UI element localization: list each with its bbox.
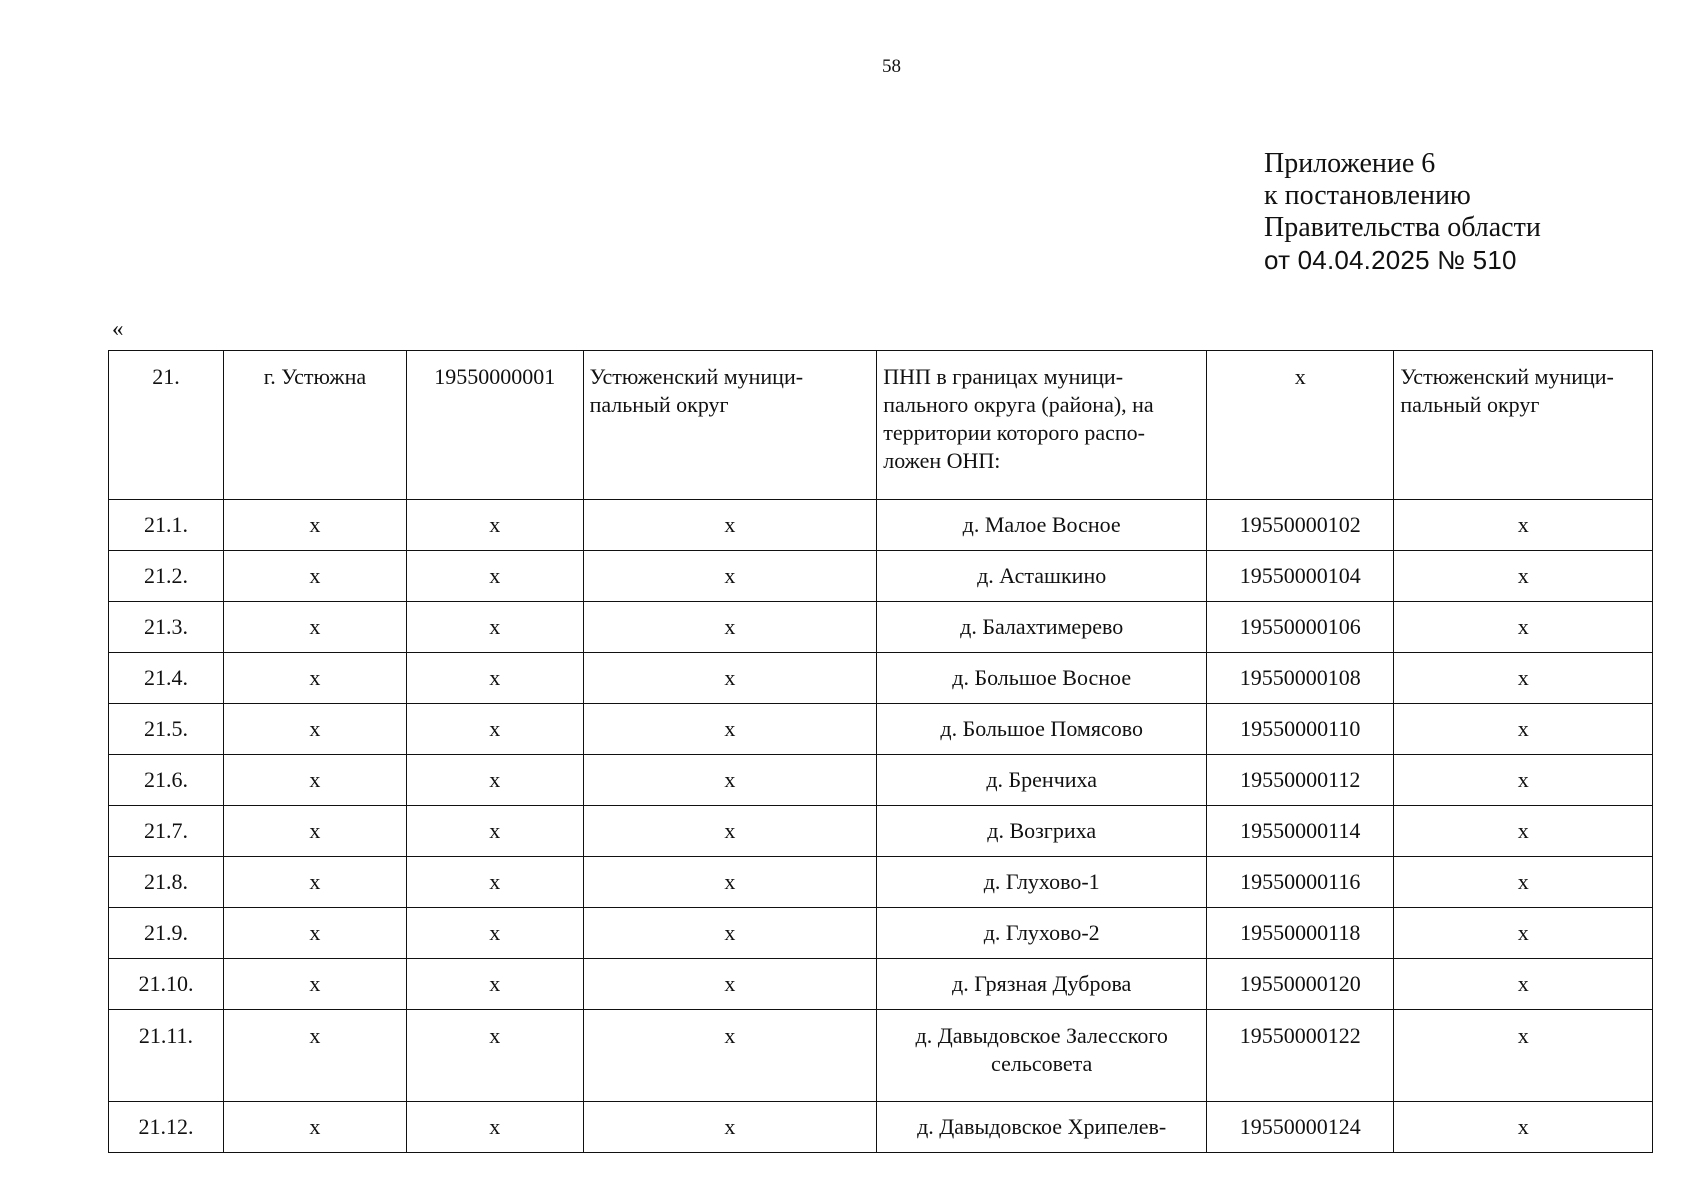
cell-district-2: х — [1394, 551, 1653, 602]
cell-num: 21.12. — [109, 1102, 224, 1153]
cell-num: 21.5. — [109, 704, 224, 755]
cell-locality-name: д. Давыдовское Хрипелев- — [877, 1102, 1207, 1153]
cell-locality-name: д. Малое Восное — [877, 500, 1207, 551]
cell-settlement: х — [223, 1010, 406, 1102]
table-row — [109, 1102, 1653, 1153]
cell-district-2: х — [1394, 653, 1653, 704]
cell-settlement: х — [223, 653, 406, 704]
cell-settlement: х — [223, 1102, 406, 1153]
cell-settlement: х — [223, 551, 406, 602]
cell-district-2: х — [1394, 857, 1653, 908]
cell-code: х — [406, 602, 583, 653]
cell-num: 21.1. — [109, 500, 224, 551]
appendix-line-2: к постановлению — [1264, 180, 1471, 211]
settlement-table — [108, 350, 1653, 1153]
cell-settlement: х — [223, 755, 406, 806]
cell-settlement: х — [223, 908, 406, 959]
cell-locality-name: д. Глухово-2 — [877, 908, 1207, 959]
cell-district: х — [583, 959, 877, 1010]
table-row — [109, 806, 1653, 857]
cell-locality-code: 19550000106 — [1207, 602, 1394, 653]
cell-locality-code: 19550000122 — [1207, 1010, 1394, 1102]
cell-district: х — [583, 653, 877, 704]
cell-num: 21. — [109, 351, 224, 500]
cell-num: 21.11. — [109, 1010, 224, 1102]
cell-settlement: х — [223, 959, 406, 1010]
table-row — [109, 755, 1653, 806]
cell-locality-code: 19550000104 — [1207, 551, 1394, 602]
cell-locality-name: д. Давыдовское Залесского сельсовета — [877, 1010, 1207, 1102]
cell-district-2: х — [1394, 704, 1653, 755]
cell-num: 21.7. — [109, 806, 224, 857]
appendix-line-3: Правительства области — [1264, 212, 1541, 243]
page-number: 58 — [882, 56, 901, 77]
cell-code: х — [406, 959, 583, 1010]
table-row — [109, 551, 1653, 602]
cell-district-2: х — [1394, 602, 1653, 653]
table-row — [109, 908, 1653, 959]
cell-num: 21.10. — [109, 959, 224, 1010]
cell-locality-code: 19550000114 — [1207, 806, 1394, 857]
cell-code: х — [406, 500, 583, 551]
cell-district: х — [583, 602, 877, 653]
cell-oktmo: х — [1207, 351, 1394, 500]
cell-code: х — [406, 1010, 583, 1102]
cell-district: х — [583, 500, 877, 551]
cell-locality-name: д. Грязная Дуброва — [877, 959, 1207, 1010]
cell-settlement: х — [223, 704, 406, 755]
cell-district-2: х — [1394, 500, 1653, 551]
cell-code: х — [406, 1102, 583, 1153]
cell-settlement: х — [223, 857, 406, 908]
cell-num: 21.4. — [109, 653, 224, 704]
cell-num: 21.8. — [109, 857, 224, 908]
cell-locality-name: д. Возгриха — [877, 806, 1207, 857]
cell-settlement: г. Устюжна — [223, 351, 406, 500]
opening-quote: « — [112, 316, 124, 341]
appendix-header — [1264, 148, 1541, 276]
cell-locality-code: 19550000118 — [1207, 908, 1394, 959]
cell-code: 19550000001 — [406, 351, 583, 500]
cell-num: 21.2. — [109, 551, 224, 602]
cell-district-2: х — [1394, 806, 1653, 857]
cell-locality-code: 19550000120 — [1207, 959, 1394, 1010]
cell-num: 21.9. — [109, 908, 224, 959]
cell-locality-name: д. Балахтимерево — [877, 602, 1207, 653]
cell-code: х — [406, 908, 583, 959]
table-row — [109, 1010, 1653, 1102]
cell-district: Устюженский муници-пальный округ — [583, 351, 877, 500]
cell-locality-name: д. Бренчиха — [877, 755, 1207, 806]
cell-district: х — [583, 755, 877, 806]
cell-district: х — [583, 1010, 877, 1102]
cell-code: х — [406, 551, 583, 602]
cell-locality-name: д. Глухово-1 — [877, 857, 1207, 908]
table-row-21 — [109, 351, 1653, 500]
cell-num: 21.3. — [109, 602, 224, 653]
cell-code: х — [406, 806, 583, 857]
appendix-line-4: от 04.04.2025 № 510 — [1264, 245, 1517, 275]
table-row — [109, 500, 1653, 551]
table-row — [109, 602, 1653, 653]
cell-num: 21.6. — [109, 755, 224, 806]
table-row — [109, 959, 1653, 1010]
cell-settlement: х — [223, 602, 406, 653]
cell-code: х — [406, 755, 583, 806]
cell-locality-code: 19550000110 — [1207, 704, 1394, 755]
cell-locality-name: д. Асташкино — [877, 551, 1207, 602]
cell-district: х — [583, 551, 877, 602]
cell-district-2: х — [1394, 959, 1653, 1010]
cell-district: х — [583, 806, 877, 857]
cell-district-2: х — [1394, 908, 1653, 959]
cell-locality-code: 19550000108 — [1207, 653, 1394, 704]
cell-code: х — [406, 857, 583, 908]
cell-locality-code: 19550000102 — [1207, 500, 1394, 551]
cell-district-2: х — [1394, 1102, 1653, 1153]
cell-district-2: х — [1394, 1010, 1653, 1102]
table-row — [109, 653, 1653, 704]
cell-locality-code: 19550000116 — [1207, 857, 1394, 908]
cell-locality-name: д. Большое Восное — [877, 653, 1207, 704]
table-row — [109, 857, 1653, 908]
cell-district: х — [583, 1102, 877, 1153]
table-row — [109, 704, 1653, 755]
cell-settlement: х — [223, 806, 406, 857]
cell-district-2: Устюженский муници-пальный округ — [1394, 351, 1653, 500]
cell-note: ПНП в границах муници-пального округа (района), на территории которого распо-ложен ОНП: — [877, 351, 1207, 500]
cell-locality-code: 19550000112 — [1207, 755, 1394, 806]
cell-district: х — [583, 908, 877, 959]
cell-district: х — [583, 857, 877, 908]
cell-district-2: х — [1394, 755, 1653, 806]
cell-district: х — [583, 704, 877, 755]
cell-settlement: х — [223, 500, 406, 551]
cell-code: х — [406, 704, 583, 755]
cell-locality-code: 19550000124 — [1207, 1102, 1394, 1153]
appendix-line-1: Приложение 6 — [1264, 148, 1436, 179]
cell-code: х — [406, 653, 583, 704]
cell-locality-name: д. Большое Помясово — [877, 704, 1207, 755]
